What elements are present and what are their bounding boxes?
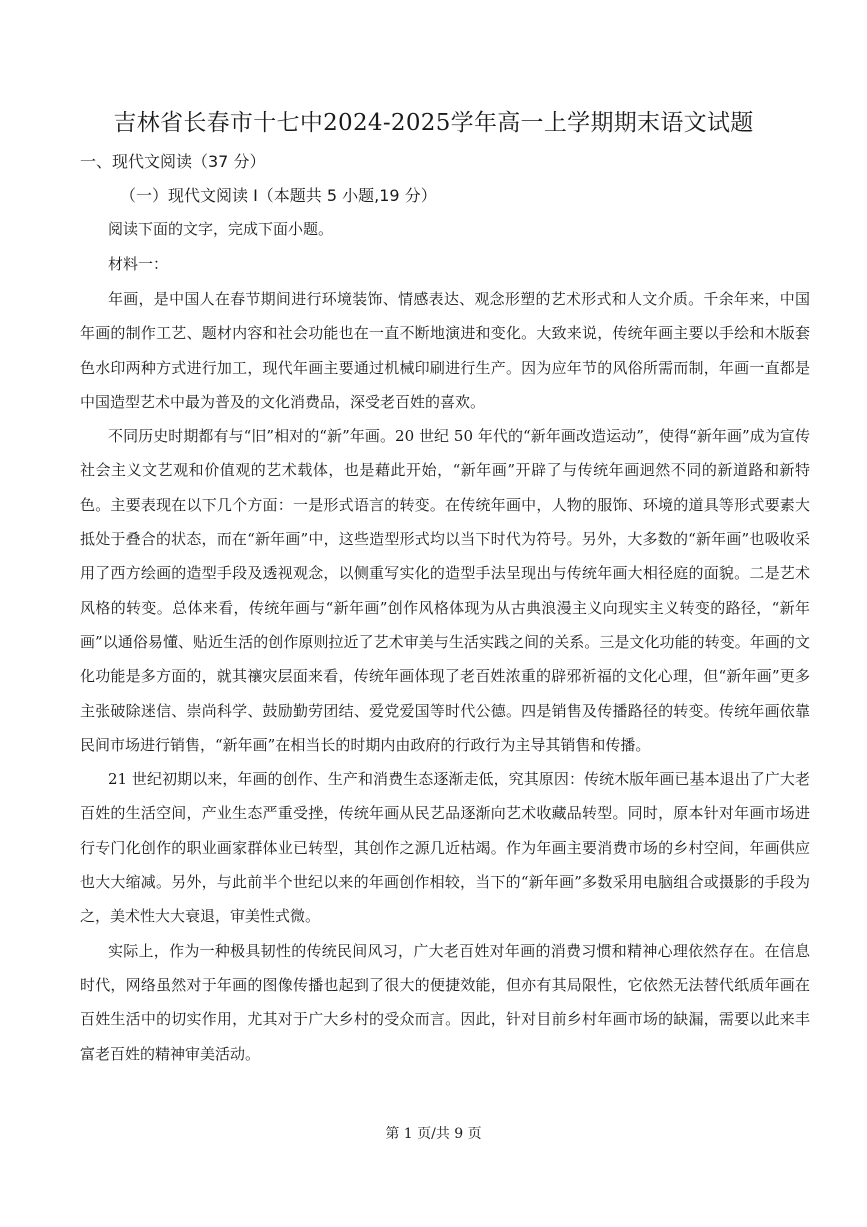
paragraph: 不同历史时期都有与“旧”相对的“新”年画。20 世纪 50 年代的“新年画改造运动”，使得“新年画”成为宣传社会主义文艺观和价值观的艺术载体，也是藉此开始，“新年画”开辟了与传统年画迥然不同的新道路和新特色。主要表现在以下几个方面：一是形式语言的转变。在传统年画中，人物的服饰、环境的道具等形式要素大抵处于叠合的状态，而在“新年画”中，这些造型形式均以当下时代为符号。另外，大多数的“新年画”也吸收采用了西方绘画的造型手段及透视观念，以侧重写实化的造型手法呈现出与传统年画大相径庭的面貌。二是艺术风格的转变。总体来看，传统年画与“新年画”创作风格体现为从古典浪漫主义向现实主义转变的路径，“新年画”以通俗易懂、贴近生活的创作原则拉近了艺术审美与生活实践之间的关系。三是文化功能的转变。年画的文化功能是多方面的，就其禳灾层面来看，传统年画体现了老百姓浓重的辟邪祈福的文化心理，但“新年画”更多主张破除迷信、崇尚科学、鼓励勤劳团结、爱党爱国等时代公德。四是销售及传播路径的转变。传统年画依靠民间市场进行销售，“新年画”在相当长的时期内由政府的行政行为主导其销售和传播。 — [80, 427, 810, 754]
subsection-heading: （一）现代文阅读 I（本题共 5 小题,19 分） — [120, 186, 437, 205]
paragraph: 21 世纪初期以来，年画的创作、生产和消费生态逐渐走低，究其原因：传统木版年画已基本退出了广大老百姓的生活空间，产业生态严重受挫，传统年画从民艺品逐渐向艺术收藏品转型。同时，原本针对年画市场进行专门化创作的职业画家群体业已转型，其创作之源几近枯竭。作为年画主要消费市场的乡村空间，年画供应也大大缩减。另外，与此前半个世纪以来的年画创作相较，当下的“新年画”多数采用电脑组合或摄影的手段为之，美术性大大衰退，审美性式微。 — [80, 770, 810, 926]
paragraph: 实际上，作为一种极具韧性的传统民间风习，广大老百姓对年画的消费习惯和精神心理依然存在。在信息时代，网络虽然对于年画的图像传播也起到了很大的便捷效能，但亦有其局限性，它依然无法替代纸质年画在百姓生活中的切实作用，尤其对于广大乡村的受众而言。因此，针对目前乡村年画市场的缺漏，需要以此来丰富老百姓的精神审美活动。 — [80, 941, 810, 1063]
paragraph: 年画，是中国人在春节期间进行环境装饰、情感表达、观念形塑的艺术形式和人文介质。千余年来，中国年画的制作工艺、题材内容和社会功能也在一直不断地演进和变化。大致来说，传统年画主要以手绘和木版套色水印两种方式进行加工，现代年画主要通过机械印刷进行生产。因为应年节的风俗所需而制，年画一直都是中国造型艺术中最为普及的文化消费品，深受老百姓的喜欢。 — [80, 290, 810, 411]
reading-instruction: 阅读下面的文字，完成下面小题。 — [108, 220, 334, 238]
article-body — [80, 282, 810, 1071]
material-label: 材料一： — [108, 255, 169, 273]
section-heading: 一、现代文阅读（37 分） — [80, 152, 266, 171]
page-footer: 第 1 页/共 9 页 — [385, 1126, 482, 1142]
document-title: 吉林省长春市十七中2024-2025学年高一上学期期末语文试题 — [113, 110, 754, 136]
